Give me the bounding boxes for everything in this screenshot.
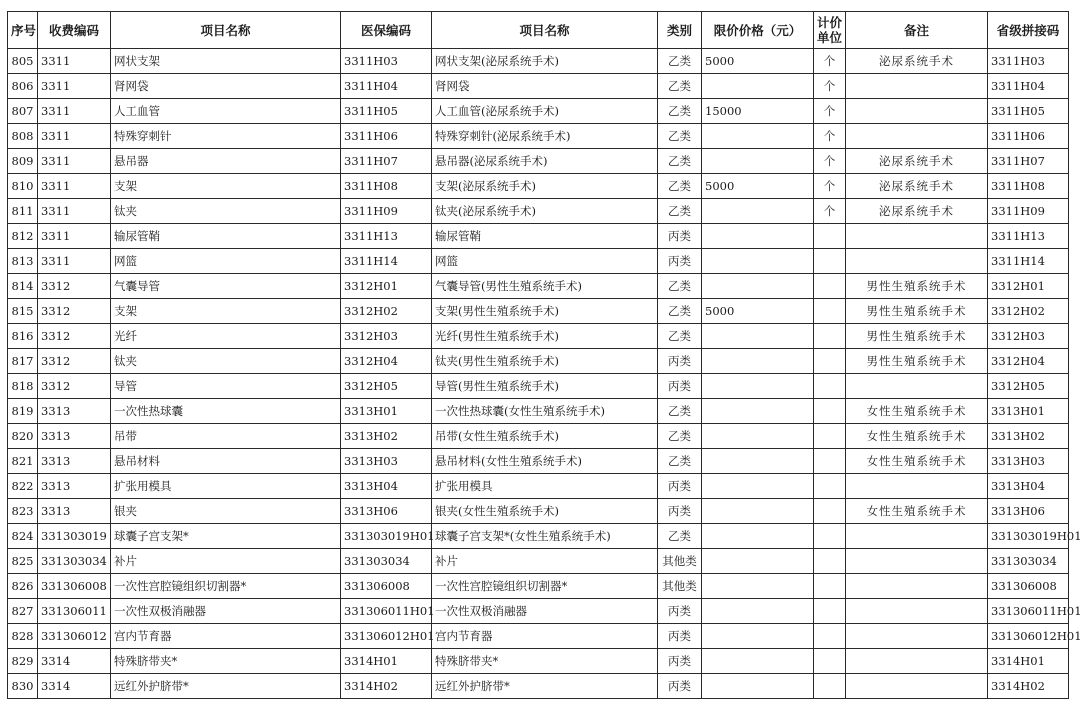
provincial-code-cell: 3312H04 xyxy=(988,349,1069,374)
table-row xyxy=(8,549,1069,574)
table-row xyxy=(8,574,1069,599)
insurance-item-name-cell: 银夹(女性生殖系统手术) xyxy=(432,499,658,524)
unit-cell xyxy=(814,424,846,449)
table-row xyxy=(8,99,1069,124)
price-cell xyxy=(702,474,814,499)
insurance-code-cell: 331306012H01 xyxy=(341,624,432,649)
insurance-item-name-cell: 钛夹(泌尿系统手术) xyxy=(432,199,658,224)
unit-cell xyxy=(814,574,846,599)
seq-cell: 813 xyxy=(8,249,38,274)
table-row xyxy=(8,599,1069,624)
unit-cell: 个 xyxy=(814,199,846,224)
insurance-item-name-cell: 扩张用模具 xyxy=(432,474,658,499)
provincial-code-cell: 3312H03 xyxy=(988,324,1069,349)
item-name-cell: 远红外护脐带* xyxy=(111,674,341,699)
seq-cell: 812 xyxy=(8,224,38,249)
provincial-code-cell: 3313H02 xyxy=(988,424,1069,449)
price-cell xyxy=(702,599,814,624)
insurance-code-cell: 3311H09 xyxy=(341,199,432,224)
category-cell: 乙类 xyxy=(658,399,702,424)
provincial-code-cell: 3314H01 xyxy=(988,649,1069,674)
category-cell: 丙类 xyxy=(658,224,702,249)
remark-cell: 泌尿系统手术 xyxy=(846,149,988,174)
provincial-code-cell: 3311H06 xyxy=(988,124,1069,149)
category-cell: 乙类 xyxy=(658,424,702,449)
category-cell: 其他类 xyxy=(658,574,702,599)
item-name-cell: 一次性双极消融器 xyxy=(111,599,341,624)
table-row xyxy=(8,224,1069,249)
seq-cell: 818 xyxy=(8,374,38,399)
category-cell: 乙类 xyxy=(658,49,702,74)
item-name-cell: 网状支架 xyxy=(111,49,341,74)
unit-cell xyxy=(814,649,846,674)
insurance-item-name-cell: 网状支架(泌尿系统手术) xyxy=(432,49,658,74)
remark-cell xyxy=(846,574,988,599)
seq-cell: 817 xyxy=(8,349,38,374)
insurance-item-name-cell: 气囊导管(男性生殖系统手术) xyxy=(432,274,658,299)
price-cell xyxy=(702,349,814,374)
fee-code-cell: 3311 xyxy=(38,99,111,124)
seq-cell: 824 xyxy=(8,524,38,549)
insurance-code-cell: 3313H06 xyxy=(341,499,432,524)
price-cell xyxy=(702,199,814,224)
table-row xyxy=(8,174,1069,199)
insurance-item-name-cell: 一次性双极消融器 xyxy=(432,599,658,624)
unit-cell xyxy=(814,249,846,274)
table-row xyxy=(8,474,1069,499)
price-cell: 15000 xyxy=(702,99,814,124)
insurance-item-name-cell: 人工血管(泌尿系统手术) xyxy=(432,99,658,124)
price-cell: 5000 xyxy=(702,174,814,199)
price-cell xyxy=(702,324,814,349)
seq-cell: 810 xyxy=(8,174,38,199)
item-name-cell: 吊带 xyxy=(111,424,341,449)
price-cell xyxy=(702,374,814,399)
insurance-code-cell: 3311H03 xyxy=(341,49,432,74)
seq-cell: 823 xyxy=(8,499,38,524)
provincial-code-cell: 3313H04 xyxy=(988,474,1069,499)
price-cell: 5000 xyxy=(702,49,814,74)
seq-cell: 820 xyxy=(8,424,38,449)
category-cell: 其他类 xyxy=(658,549,702,574)
unit-cell xyxy=(814,674,846,699)
category-cell: 丙类 xyxy=(658,649,702,674)
insurance-code-cell: 3312H01 xyxy=(341,274,432,299)
price-cell xyxy=(702,124,814,149)
price-cell xyxy=(702,574,814,599)
unit-cell xyxy=(814,624,846,649)
insurance-item-name-cell: 悬吊器(泌尿系统手术) xyxy=(432,149,658,174)
table-row xyxy=(8,649,1069,674)
seq-cell: 829 xyxy=(8,649,38,674)
unit-cell xyxy=(814,474,846,499)
price-cell xyxy=(702,399,814,424)
fee-code-cell: 331306011 xyxy=(38,599,111,624)
insurance-item-name-cell: 网篮 xyxy=(432,249,658,274)
insurance-code-cell: 3311H05 xyxy=(341,99,432,124)
header-provincial-code: 省级拼接码 xyxy=(988,12,1069,49)
insurance-code-cell: 3314H01 xyxy=(341,649,432,674)
fee-code-cell: 3311 xyxy=(38,174,111,199)
insurance-code-cell: 331306011H01 xyxy=(341,599,432,624)
seq-cell: 806 xyxy=(8,74,38,99)
remark-cell xyxy=(846,549,988,574)
item-name-cell: 支架 xyxy=(111,299,341,324)
remark-cell xyxy=(846,249,988,274)
price-cell xyxy=(702,249,814,274)
unit-cell: 个 xyxy=(814,99,846,124)
category-cell: 丙类 xyxy=(658,249,702,274)
table-row xyxy=(8,399,1069,424)
insurance-code-cell: 331306008 xyxy=(341,574,432,599)
remark-cell xyxy=(846,624,988,649)
seq-cell: 822 xyxy=(8,474,38,499)
remark-cell xyxy=(846,74,988,99)
insurance-item-name-cell: 远红外护脐带* xyxy=(432,674,658,699)
unit-cell xyxy=(814,449,846,474)
insurance-item-name-cell: 输尿管鞘 xyxy=(432,224,658,249)
unit-cell: 个 xyxy=(814,124,846,149)
insurance-code-cell: 331303019H01 xyxy=(341,524,432,549)
fee-code-cell: 3313 xyxy=(38,449,111,474)
remark-cell: 泌尿系统手术 xyxy=(846,174,988,199)
remark-cell xyxy=(846,674,988,699)
table-row xyxy=(8,374,1069,399)
item-name-cell: 一次性宫腔镜组织切割器* xyxy=(111,574,341,599)
provincial-code-cell: 331303034 xyxy=(988,549,1069,574)
insurance-code-cell: 3311H08 xyxy=(341,174,432,199)
table-row xyxy=(8,499,1069,524)
category-cell: 丙类 xyxy=(658,349,702,374)
seq-cell: 826 xyxy=(8,574,38,599)
category-cell: 丙类 xyxy=(658,624,702,649)
unit-cell: 个 xyxy=(814,49,846,74)
insurance-code-cell: 3311H07 xyxy=(341,149,432,174)
price-cell xyxy=(702,74,814,99)
unit-cell: 个 xyxy=(814,149,846,174)
insurance-item-name-cell: 导管(男性生殖系统手术) xyxy=(432,374,658,399)
unit-cell xyxy=(814,399,846,424)
table-row xyxy=(8,49,1069,74)
provincial-code-cell: 3311H13 xyxy=(988,224,1069,249)
category-cell: 乙类 xyxy=(658,74,702,99)
item-name-cell: 宫内节育器 xyxy=(111,624,341,649)
insurance-item-name-cell: 特殊脐带夹* xyxy=(432,649,658,674)
item-name-cell: 人工血管 xyxy=(111,99,341,124)
unit-cell: 个 xyxy=(814,74,846,99)
header-unit: 计价单位 xyxy=(814,12,846,49)
seq-cell: 830 xyxy=(8,674,38,699)
insurance-code-cell: 3312H05 xyxy=(341,374,432,399)
fee-code-cell: 3313 xyxy=(38,499,111,524)
header-price: 限价价格（元） xyxy=(702,12,814,49)
provincial-code-cell: 331306012H01 xyxy=(988,624,1069,649)
price-cell xyxy=(702,224,814,249)
provincial-code-cell: 3314H02 xyxy=(988,674,1069,699)
remark-cell: 男性生殖系统手术 xyxy=(846,274,988,299)
fee-code-cell: 3312 xyxy=(38,299,111,324)
provincial-code-cell: 3311H07 xyxy=(988,149,1069,174)
fee-code-cell: 3313 xyxy=(38,424,111,449)
insurance-item-name-cell: 支架(男性生殖系统手术) xyxy=(432,299,658,324)
category-cell: 乙类 xyxy=(658,99,702,124)
unit-cell xyxy=(814,374,846,399)
fee-code-cell: 331306012 xyxy=(38,624,111,649)
insurance-code-cell: 3311H04 xyxy=(341,74,432,99)
provincial-code-cell: 3311H14 xyxy=(988,249,1069,274)
header-row xyxy=(8,12,1069,49)
item-name-cell: 光纤 xyxy=(111,324,341,349)
price-cell xyxy=(702,499,814,524)
seq-cell: 814 xyxy=(8,274,38,299)
price-cell xyxy=(702,424,814,449)
remark-cell xyxy=(846,224,988,249)
header-category: 类别 xyxy=(658,12,702,49)
insurance-item-name-cell: 钛夹(男性生殖系统手术) xyxy=(432,349,658,374)
insurance-item-name-cell: 光纤(男性生殖系统手术) xyxy=(432,324,658,349)
insurance-code-cell: 3313H01 xyxy=(341,399,432,424)
seq-cell: 828 xyxy=(8,624,38,649)
header-item-name: 项目名称 xyxy=(111,12,341,49)
fee-code-cell: 3314 xyxy=(38,649,111,674)
fee-code-cell: 3311 xyxy=(38,49,111,74)
remark-cell: 女性生殖系统手术 xyxy=(846,499,988,524)
fee-code-cell: 331306008 xyxy=(38,574,111,599)
category-cell: 乙类 xyxy=(658,449,702,474)
remark-cell xyxy=(846,474,988,499)
category-cell: 丙类 xyxy=(658,674,702,699)
provincial-code-cell: 3312H05 xyxy=(988,374,1069,399)
remark-cell: 女性生殖系统手术 xyxy=(846,449,988,474)
price-cell xyxy=(702,649,814,674)
item-name-cell: 悬吊器 xyxy=(111,149,341,174)
insurance-code-cell: 3312H04 xyxy=(341,349,432,374)
provincial-code-cell: 331303019H01 xyxy=(988,524,1069,549)
table-row xyxy=(8,424,1069,449)
provincial-code-cell: 331306011H01 xyxy=(988,599,1069,624)
insurance-item-name-cell: 悬吊材料(女性生殖系统手术) xyxy=(432,449,658,474)
insurance-code-cell: 3311H13 xyxy=(341,224,432,249)
remark-cell xyxy=(846,649,988,674)
insurance-code-cell: 3311H06 xyxy=(341,124,432,149)
price-cell xyxy=(702,674,814,699)
insurance-item-name-cell: 补片 xyxy=(432,549,658,574)
provincial-code-cell: 3311H04 xyxy=(988,74,1069,99)
table-row xyxy=(8,349,1069,374)
item-name-cell: 特殊穿刺针 xyxy=(111,124,341,149)
fee-code-cell: 3311 xyxy=(38,249,111,274)
remark-cell xyxy=(846,99,988,124)
fee-code-cell: 3312 xyxy=(38,324,111,349)
seq-cell: 827 xyxy=(8,599,38,624)
item-name-cell: 网篮 xyxy=(111,249,341,274)
provincial-code-cell: 3313H06 xyxy=(988,499,1069,524)
category-cell: 丙类 xyxy=(658,374,702,399)
seq-cell: 809 xyxy=(8,149,38,174)
unit-cell xyxy=(814,524,846,549)
table-row xyxy=(8,149,1069,174)
provincial-code-cell: 3312H01 xyxy=(988,274,1069,299)
item-name-cell: 钛夹 xyxy=(111,349,341,374)
item-name-cell: 特殊脐带夹* xyxy=(111,649,341,674)
price-cell: 5000 xyxy=(702,299,814,324)
seq-cell: 819 xyxy=(8,399,38,424)
remark-cell: 男性生殖系统手术 xyxy=(846,324,988,349)
insurance-code-cell: 3313H03 xyxy=(341,449,432,474)
category-cell: 乙类 xyxy=(658,124,702,149)
table-row xyxy=(8,324,1069,349)
insurance-item-name-cell: 支架(泌尿系统手术) xyxy=(432,174,658,199)
insurance-code-cell: 3313H02 xyxy=(341,424,432,449)
item-name-cell: 补片 xyxy=(111,549,341,574)
header-remark: 备注 xyxy=(846,12,988,49)
remark-cell: 女性生殖系统手术 xyxy=(846,424,988,449)
insurance-item-name-cell: 特殊穿刺针(泌尿系统手术) xyxy=(432,124,658,149)
unit-cell xyxy=(814,299,846,324)
remark-cell: 泌尿系统手术 xyxy=(846,199,988,224)
price-cell xyxy=(702,624,814,649)
insurance-item-name-cell: 一次性宫腔镜组织切割器* xyxy=(432,574,658,599)
seq-cell: 815 xyxy=(8,299,38,324)
item-name-cell: 悬吊材料 xyxy=(111,449,341,474)
table-row xyxy=(8,624,1069,649)
unit-cell xyxy=(814,274,846,299)
category-cell: 丙类 xyxy=(658,474,702,499)
category-cell: 乙类 xyxy=(658,324,702,349)
price-cell xyxy=(702,149,814,174)
fee-code-cell: 3311 xyxy=(38,149,111,174)
fee-code-cell: 3313 xyxy=(38,399,111,424)
provincial-code-cell: 3313H01 xyxy=(988,399,1069,424)
category-cell: 乙类 xyxy=(658,199,702,224)
fee-code-cell: 331303019 xyxy=(38,524,111,549)
table-row xyxy=(8,74,1069,99)
category-cell: 乙类 xyxy=(658,524,702,549)
unit-cell xyxy=(814,224,846,249)
fee-code-cell: 3313 xyxy=(38,474,111,499)
insurance-item-name-cell: 吊带(女性生殖系统手术) xyxy=(432,424,658,449)
item-name-cell: 支架 xyxy=(111,174,341,199)
item-name-cell: 一次性热球囊 xyxy=(111,399,341,424)
fee-code-cell: 331303034 xyxy=(38,549,111,574)
fee-code-cell: 3311 xyxy=(38,224,111,249)
price-limit-table xyxy=(7,11,1082,699)
insurance-item-name-cell: 宫内节育器 xyxy=(432,624,658,649)
category-cell: 乙类 xyxy=(658,174,702,199)
category-cell: 乙类 xyxy=(658,274,702,299)
fee-code-cell: 3312 xyxy=(38,374,111,399)
table-row xyxy=(8,249,1069,274)
header-fee-code: 收费编码 xyxy=(38,12,111,49)
fee-code-cell: 3311 xyxy=(38,124,111,149)
provincial-code-cell: 3312H02 xyxy=(988,299,1069,324)
insurance-item-name-cell: 球囊子宫支架*(女性生殖系统手术) xyxy=(432,524,658,549)
header-seq: 序号 xyxy=(8,12,38,49)
remark-cell xyxy=(846,524,988,549)
provincial-code-cell: 331306008 xyxy=(988,574,1069,599)
insurance-code-cell: 3312H02 xyxy=(341,299,432,324)
item-name-cell: 气囊导管 xyxy=(111,274,341,299)
header-insurance-code: 医保编码 xyxy=(341,12,432,49)
table-row xyxy=(8,299,1069,324)
seq-cell: 808 xyxy=(8,124,38,149)
remark-cell: 男性生殖系统手术 xyxy=(846,299,988,324)
remark-cell xyxy=(846,599,988,624)
remark-cell xyxy=(846,374,988,399)
seq-cell: 811 xyxy=(8,199,38,224)
seq-cell: 807 xyxy=(8,99,38,124)
insurance-code-cell: 3314H02 xyxy=(341,674,432,699)
item-name-cell: 银夹 xyxy=(111,499,341,524)
insurance-code-cell: 3311H14 xyxy=(341,249,432,274)
provincial-code-cell: 3311H03 xyxy=(988,49,1069,74)
provincial-code-cell: 3311H09 xyxy=(988,199,1069,224)
unit-cell xyxy=(814,599,846,624)
price-cell xyxy=(702,524,814,549)
item-name-cell: 肾网袋 xyxy=(111,74,341,99)
insurance-code-cell: 3313H04 xyxy=(341,474,432,499)
fee-code-cell: 3314 xyxy=(38,674,111,699)
table-row xyxy=(8,524,1069,549)
table-row xyxy=(8,274,1069,299)
table-row xyxy=(8,124,1069,149)
remark-cell: 泌尿系统手术 xyxy=(846,49,988,74)
price-cell xyxy=(702,274,814,299)
unit-cell: 个 xyxy=(814,174,846,199)
unit-cell xyxy=(814,499,846,524)
insurance-code-cell: 331303034 xyxy=(341,549,432,574)
seq-cell: 816 xyxy=(8,324,38,349)
header-insurance-item-name: 项目名称 xyxy=(432,12,658,49)
item-name-cell: 球囊子宫支架* xyxy=(111,524,341,549)
item-name-cell: 输尿管鞘 xyxy=(111,224,341,249)
category-cell: 乙类 xyxy=(658,299,702,324)
category-cell: 丙类 xyxy=(658,599,702,624)
seq-cell: 821 xyxy=(8,449,38,474)
category-cell: 乙类 xyxy=(658,149,702,174)
seq-cell: 805 xyxy=(8,49,38,74)
category-cell: 丙类 xyxy=(658,499,702,524)
seq-cell: 825 xyxy=(8,549,38,574)
provincial-code-cell: 3311H08 xyxy=(988,174,1069,199)
remark-cell: 男性生殖系统手术 xyxy=(846,349,988,374)
unit-cell xyxy=(814,324,846,349)
provincial-code-cell: 3311H05 xyxy=(988,99,1069,124)
table-row xyxy=(8,674,1069,699)
unit-cell xyxy=(814,549,846,574)
fee-code-cell: 3312 xyxy=(38,274,111,299)
item-name-cell: 钛夹 xyxy=(111,199,341,224)
table-row xyxy=(8,199,1069,224)
table-row xyxy=(8,449,1069,474)
item-name-cell: 导管 xyxy=(111,374,341,399)
remark-cell xyxy=(846,124,988,149)
unit-cell xyxy=(814,349,846,374)
insurance-code-cell: 3312H03 xyxy=(341,324,432,349)
insurance-item-name-cell: 肾网袋 xyxy=(432,74,658,99)
fee-code-cell: 3312 xyxy=(38,349,111,374)
insurance-item-name-cell: 一次性热球囊(女性生殖系统手术) xyxy=(432,399,658,424)
item-name-cell: 扩张用模具 xyxy=(111,474,341,499)
fee-code-cell: 3311 xyxy=(38,74,111,99)
price-cell xyxy=(702,449,814,474)
price-cell xyxy=(702,549,814,574)
provincial-code-cell: 3313H03 xyxy=(988,449,1069,474)
fee-code-cell: 3311 xyxy=(38,199,111,224)
remark-cell: 女性生殖系统手术 xyxy=(846,399,988,424)
